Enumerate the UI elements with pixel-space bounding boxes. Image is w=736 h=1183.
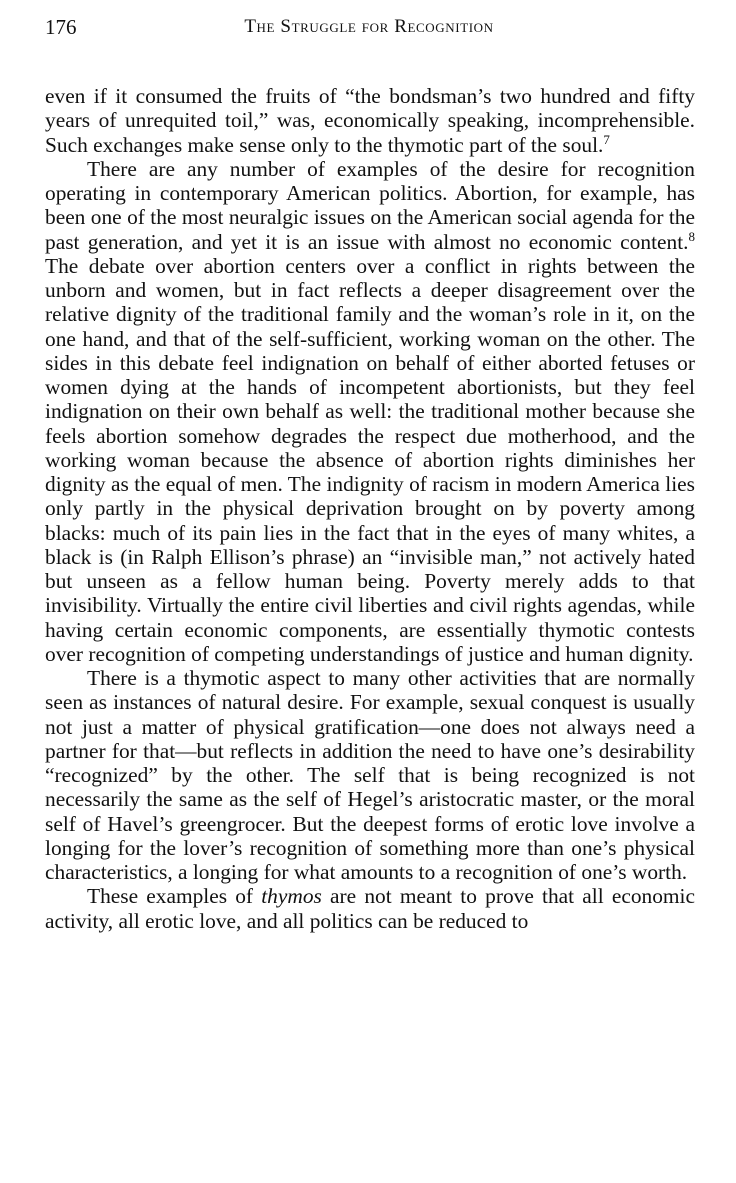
paragraph-text: The debate over abortion centers over a conflict in rights between the unborn and women, but in fact reflects a deeper disagreement over the relative dignity of the traditional family and the woman’s role in it, on the one hand, and that of the self-sufficient, working woman on the other. The sides in this debate feel indignation on behalf of either aborted fetuses or women dying at the hands of incompetent abortionists, but they feel indignation on their own behalf as well: the traditional mother because she feels abortion somehow degrades the respect due motherhood, and the working woman because the absence of abortion rights diminishes her dignity as the equal of men. The indignity of racism in modern America lies only partly in the physical deprivation brought on by poverty among blacks: much of its pain lies in the fact that in the eyes of many whites, a black is (in Ralph Ellison’s phrase) an “invisible man,” not actively hated but unseen as a fellow human being. Poverty merely adds to that invisibility. Virtually the entire civil liberties and civil rights agendas, while having certain economic components, are essentially thymotic contests over recognition of competing understandings of justice and human dignity. [45,253,695,666]
footnote-marker: 8 [688,228,695,244]
paragraph-text: These examples of [87,884,262,909]
body-text [45,84,695,933]
paragraph-thymos-examples [45,884,695,933]
page-number: 176 [45,15,77,39]
paragraph-continued [45,84,695,157]
paragraph-text: even if it consumed the fruits of “the bondsman’s two hundred and fifty years of unrequited toil,” was, economically speaking, incomprehensible. Such exchanges make sense only to the thymotic part of the soul. [45,84,695,157]
paragraph-text: There is a thymotic aspect to many other activities that are normally seen as instances of natural desire. For example, sexual conquest is usually not just a matter of physical gratification—one does not always need a partner for that—but reflects in addition the need to have one’s desirability “recognized” by the other. The self that is being recognized is not necessarily the same as the self of Hegel’s aristocratic master, or the moral self of Havel’s greengrocer. But the deepest forms of erotic love involve a longing for the lover’s recognition of something more than one’s physical characteristics, a longing for what amounts to a recognition of one’s worth. [45,666,695,884]
footnote-marker: 7 [603,131,610,147]
paragraph-text: There are any number of examples of the desire for recognition operating in contemporary American politics. Abortion, for example, has been one of the most neuralgic issues on the American social agenda for the past generation, and yet it is an issue with almost no economic content. [45,156,695,254]
paragraph-recognition-politics [45,157,695,666]
emphasis-word: thymos [261,884,322,909]
paragraph-thymotic-aspect [45,666,695,884]
running-head [45,12,693,42]
running-title: The Struggle for Recognition [244,16,494,37]
paragraph-text: are not meant to prove that all economic activity, all erotic love, and all politics can be reduced to [45,884,695,933]
